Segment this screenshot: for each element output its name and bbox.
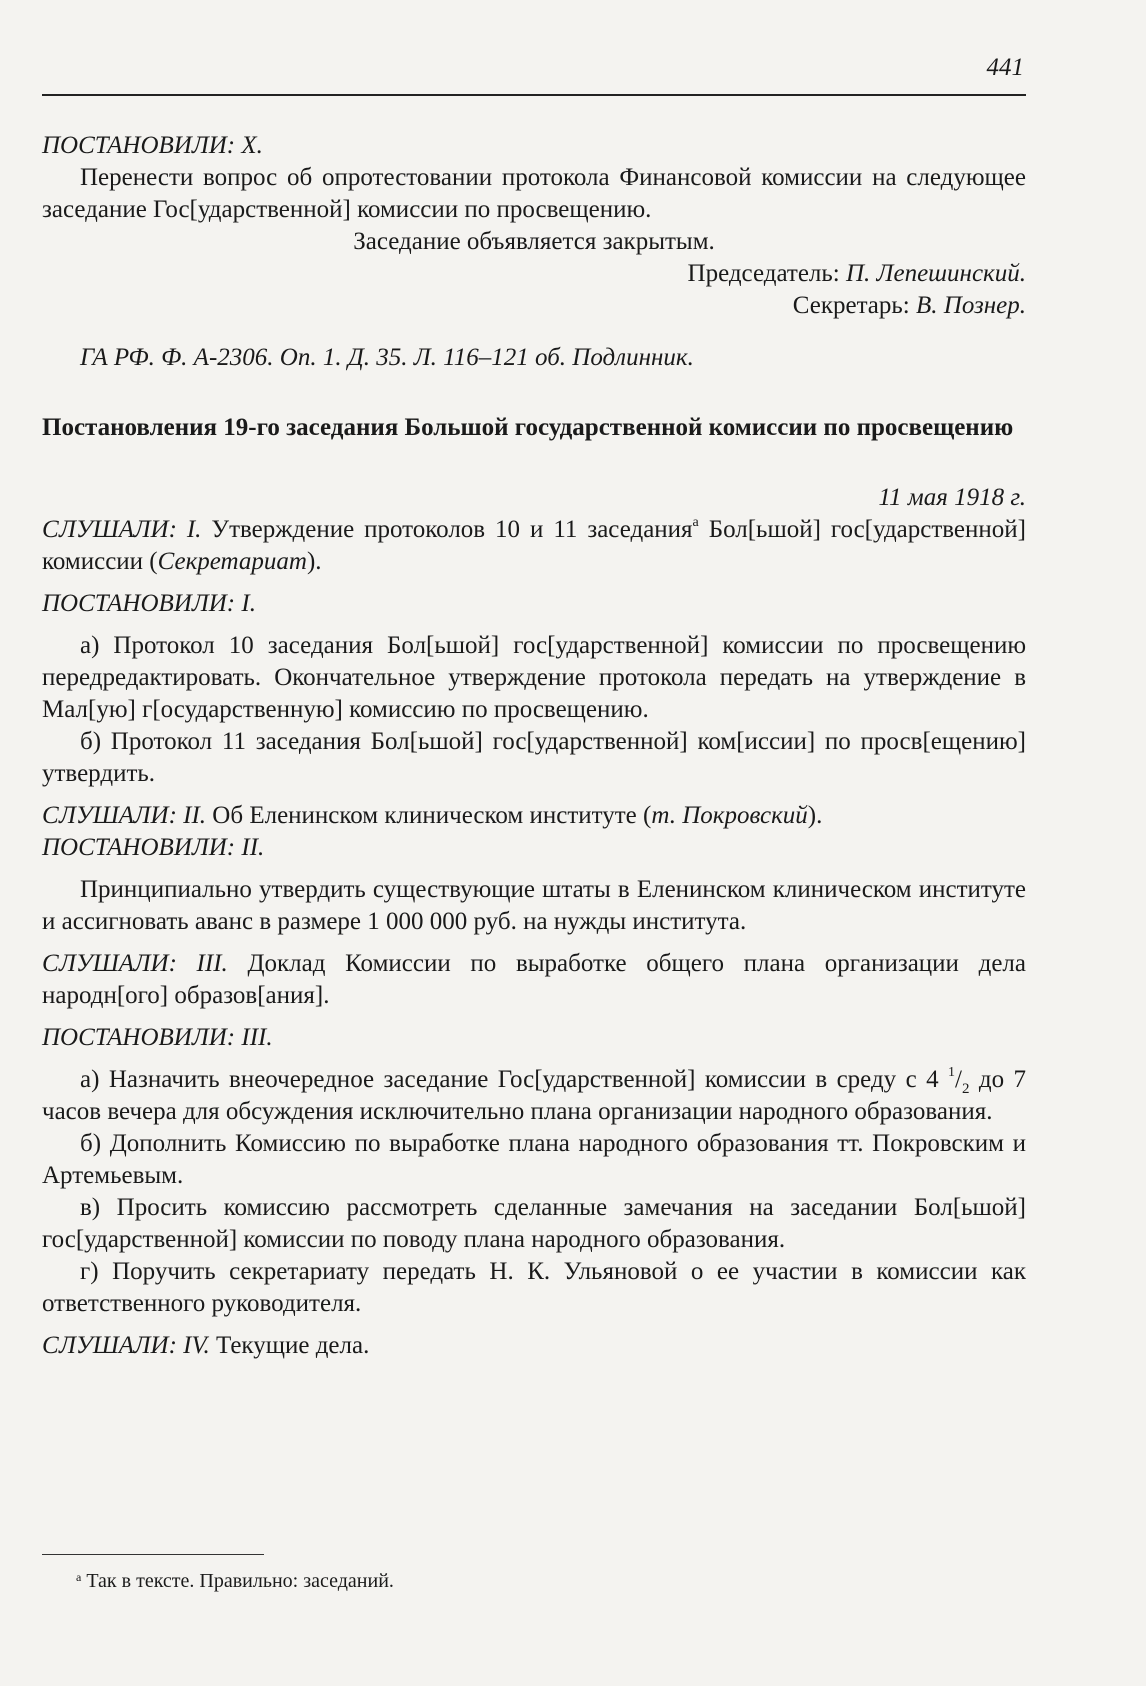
page-number: 441 — [986, 54, 1024, 81]
header-rule — [42, 94, 1026, 96]
heard-i-close: ). — [306, 548, 322, 575]
heard-i-text-cont: Бол[ьшой] гос[ударственной] комиссии ( — [42, 516, 1026, 575]
secretary-role: Секретарь: — [792, 292, 910, 319]
heard-i-speaker: Секретариат — [157, 548, 307, 575]
resolved-iii-a — [42, 1064, 1026, 1128]
fraction-denominator: 2 — [961, 1081, 970, 1097]
resolved-iii-c: в) Просить комиссию рассмотреть сделанные замечания на заседании Бол[ьшой] гос[ударственной] комиссии по поводу плана народного образования. — [42, 1194, 1026, 1253]
resolved-ii-label: ПОСТАНОВИЛИ: II. — [42, 834, 265, 861]
chairman-role: Председатель: — [687, 260, 840, 287]
page-body — [42, 130, 1026, 1362]
fraction-numerator: 1 — [948, 1065, 955, 1080]
heard-ii-text: Об Еленинском клиническом институте ( — [206, 802, 652, 829]
document-title: Постановления 19-го заседания Большой государственной комиссии по просвещению — [42, 414, 1014, 441]
heard-i-label: СЛУШАЛИ: I. — [42, 516, 202, 543]
resolved-x-label: ПОСТАНОВИЛИ: X. — [42, 132, 263, 159]
session-closed: Заседание объявляется закрытым. — [353, 228, 715, 255]
chairman-signature — [42, 258, 1026, 290]
document-date: 11 мая 1918 г. — [878, 484, 1026, 511]
footnote-mark: а — [692, 515, 699, 530]
heard-ii-close: ). — [807, 802, 823, 829]
heard-iv — [42, 1330, 1026, 1362]
footnote-mark-bottom: а — [76, 1570, 82, 1584]
heard-iv-text: Текущие дела. — [209, 1332, 370, 1359]
resolved-iii-a-text: а) Назначить внеочередное заседание Гос[ударственной] комиссии в среду с 4 — [80, 1066, 948, 1093]
heard-ii — [42, 800, 1026, 832]
secretary-name: В. Познер. — [916, 292, 1026, 319]
secretary-signature — [42, 290, 1026, 322]
resolved-i-a: а) Протокол 10 заседания Бол[ьшой] гос[ударственной] комиссии по просвещению передредактировать. Окончательное утверждение протокола передать на утверждение в Мал[ую] г[осударственную] комиссию по просвещению. — [42, 632, 1026, 723]
heard-i-text: Утверждение протоколов 10 и 11 заседания — [201, 516, 693, 543]
resolved-iii-b: б) Дополнить Комиссию по выработке плана народного образования тт. Покровским и Артемьевым. — [42, 1130, 1026, 1189]
heard-iv-label: СЛУШАЛИ: IV. — [42, 1332, 210, 1359]
heard-ii-speaker: т. Покровский — [651, 802, 808, 829]
heard-iii — [42, 948, 1026, 1012]
archive-reference: ГА РФ. Ф. А-2306. Оп. 1. Д. 35. Л. 116–121 об. Подлинник. — [80, 344, 694, 371]
footnote — [76, 1568, 394, 1594]
fraction-slash: / — [955, 1066, 962, 1093]
chairman-name: П. Лепешинский. — [846, 260, 1026, 287]
resolved-i-b: б) Протокол 11 заседания Бол[ьшой] гос[ударственной] ком[иссии] по просв[ещению] утвердить. — [42, 728, 1026, 787]
heard-iii-text: Доклад Комиссии по выработке общего плана организации дела народн[ого] образов[ания]. — [42, 950, 1026, 1009]
resolved-x-text: Перенести вопрос об опротестовании протокола Финансовой комиссии на следующее заседание Гос[ударственной] комиссии по просвещению. — [42, 164, 1026, 223]
footnote-rule — [42, 1554, 264, 1555]
footnote-text: Так в тексте. Правильно: заседаний. — [81, 1570, 394, 1592]
heard-i — [42, 514, 1026, 578]
resolved-iii-label: ПОСТАНОВИЛИ: III. — [42, 1024, 273, 1051]
resolved-ii-text: Принципиально утвердить существующие штаты в Еленинском клиническом институте и ассигновать аванс в размере 1 000 000 руб. на нужды института. — [42, 876, 1026, 935]
resolved-iii-d: г) Поручить секретариату передать Н. К. Ульяновой о ее участии в комиссии как ответственного руководителя. — [42, 1258, 1026, 1317]
resolved-i-label: ПОСТАНОВИЛИ: I. — [42, 590, 256, 617]
heard-ii-label: СЛУШАЛИ: II. — [42, 802, 207, 829]
resolved-iii-a-text-cont: до 7 часов вечера для обсуждения исключительно плана организации народного образования. — [42, 1066, 1026, 1125]
heard-iii-label: СЛУШАЛИ: III. — [42, 950, 228, 977]
